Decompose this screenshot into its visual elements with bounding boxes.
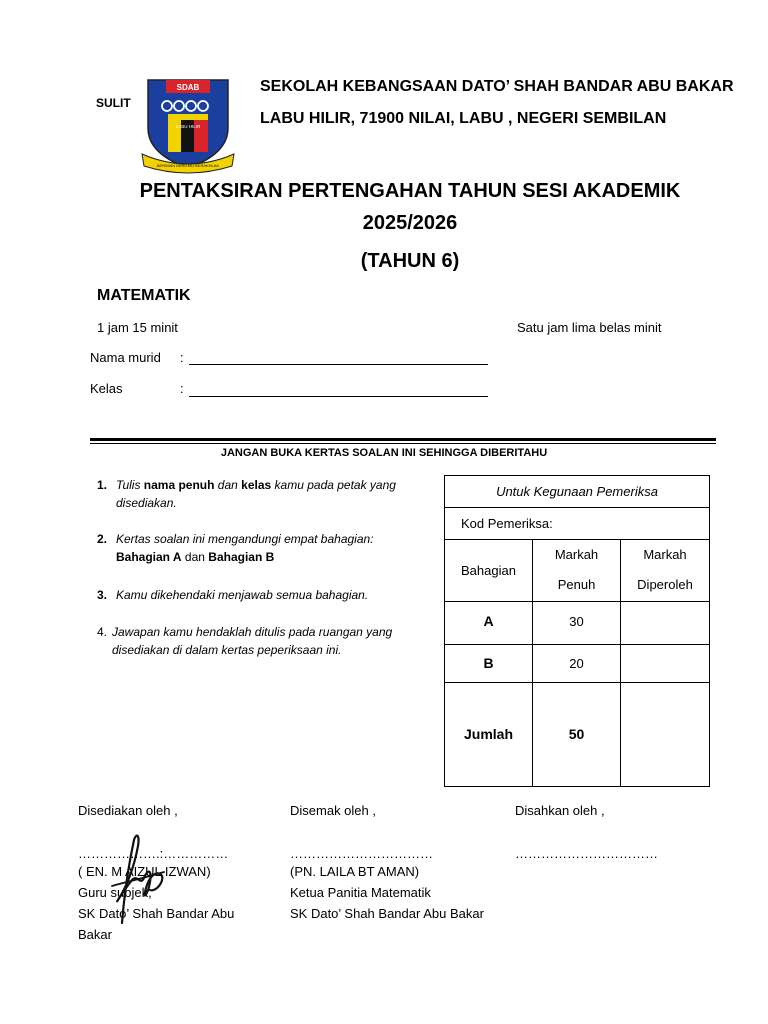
prepared-by-school: SK Dato’ Shah Bandar Abu Bakar (78, 906, 235, 942)
examiner-table (444, 475, 710, 787)
instruction-continuation: disediakan. (116, 496, 177, 510)
header-full-marks-line2: Penuh (557, 577, 596, 592)
crest-text-top: SDAB (176, 83, 200, 92)
instruction-bold: Bahagian A (116, 550, 182, 564)
crest-ribbon-text: BERIMAN BERILMU BERAKHLAK (156, 163, 220, 168)
checked-by-role: Ketua Panitia Matematik (290, 885, 431, 900)
row-b-full-marks: 20 (569, 655, 584, 671)
header-obtained-line1: Markah (643, 547, 687, 562)
school-name: SEKOLAH KEBANGSAAN DATO’ SHAH BANDAR ABU BAKAR (260, 78, 734, 95)
divider-thin (90, 443, 716, 444)
class-label: Kelas (90, 381, 123, 396)
class-colon: : (180, 381, 184, 396)
instruction-number: 3. (97, 588, 108, 602)
instruction-text: Kamu dikehendaki menjawab semua bahagian. (116, 588, 369, 602)
warning-notice: JANGAN BUKA KERTAS SOALAN INI SEHINGGA DIBERITAHU (220, 447, 548, 459)
checked-signature-line: …………………………… (290, 846, 433, 861)
instruction-2 (97, 530, 427, 566)
instruction-1 (97, 476, 427, 512)
instruction-text: kamu pada petak yang (271, 478, 396, 492)
header-full-marks (533, 539, 620, 601)
handwritten-signature (100, 828, 170, 928)
total-full-marks: 50 (568, 726, 585, 742)
instruction-number: 1. (97, 478, 108, 492)
student-name-colon: : (180, 350, 184, 365)
checked-by-block (290, 861, 510, 924)
instruction-text: Jawapan kamu hendaklah ditulis pada ruangan yang (112, 625, 393, 639)
checked-by-name: (PN. LAILA BT AMAN) (290, 864, 420, 879)
total-obtained-cell[interactable] (621, 682, 709, 786)
student-name-field[interactable] (189, 364, 488, 365)
divider-thick (90, 438, 716, 441)
instruction-text: Tulis (116, 478, 144, 492)
row-a-obtained-cell[interactable] (621, 601, 709, 641)
prepared-signature-line: ……………….:…………… (78, 846, 229, 861)
prepared-by-role: Guru subjek, (78, 885, 152, 900)
instruction-3 (97, 586, 427, 604)
exam-title: PENTAKSIRAN PERTENGAHAN TAHUN SESI AKADEMIK (139, 180, 681, 202)
header-obtained-marks (621, 539, 709, 601)
student-name-label: Nama murid (90, 350, 161, 365)
row-a-full-marks: 30 (569, 613, 584, 629)
instruction-text: dan (214, 478, 242, 492)
row-b-obtained-cell[interactable] (621, 644, 709, 682)
prepared-by-name: ( EN. M AIZUL IZWAN) (78, 864, 211, 879)
examiner-code-label: Kod Pemeriksa: (461, 515, 553, 531)
instruction-bold: Bahagian B (208, 550, 275, 564)
approved-by-label: Disahkan oleh , (515, 803, 605, 818)
instruction-continuation: disediakan di dalam kertas peperiksaan ini. (112, 643, 342, 657)
row-a-section: A (483, 613, 494, 629)
exam-duration-words: Satu jam lima belas minit (517, 320, 662, 335)
approved-signature-line: …………………………… (515, 846, 658, 861)
row-b-section: B (483, 655, 494, 671)
classification-label: SULIT (96, 96, 131, 110)
class-field[interactable] (189, 396, 488, 397)
exam-year-level: (TAHUN 6) (360, 250, 460, 272)
instruction-bold: nama penuh (143, 478, 215, 492)
checked-by-school: SK Dato’ Shah Bandar Abu Bakar (290, 906, 484, 921)
school-address: LABU HILIR, 71900 NILAI, LABU , NEGERI SEMBILAN (260, 110, 667, 127)
total-label: Jumlah (463, 726, 513, 742)
header-obtained-line2: Diperoleh (637, 577, 693, 592)
instruction-number: 2. (97, 532, 108, 546)
instruction-bold: kelas (241, 478, 272, 492)
exam-duration: 1 jam 15 minit (97, 320, 178, 335)
instruction-text: dan (181, 550, 209, 564)
instruction-4 (97, 623, 427, 659)
prepared-by-label: Disediakan oleh , (78, 803, 178, 818)
subject-title: MATEMATIK (97, 287, 191, 304)
crest-text-middle: LABU HILIR (175, 124, 201, 129)
header-section: Bahagian (461, 562, 516, 578)
instruction-text: Kertas soalan ini mengandungi empat bahagian: (116, 532, 374, 546)
checked-by-label: Disemak oleh , (290, 803, 376, 818)
exam-session: 2025/2026 (362, 212, 458, 234)
instruction-number: 4. (97, 625, 108, 639)
table-title: Untuk Kegunaan Pemeriksa (496, 484, 658, 499)
header-full-marks-line1: Markah (554, 547, 599, 562)
school-crest-logo (140, 76, 236, 176)
